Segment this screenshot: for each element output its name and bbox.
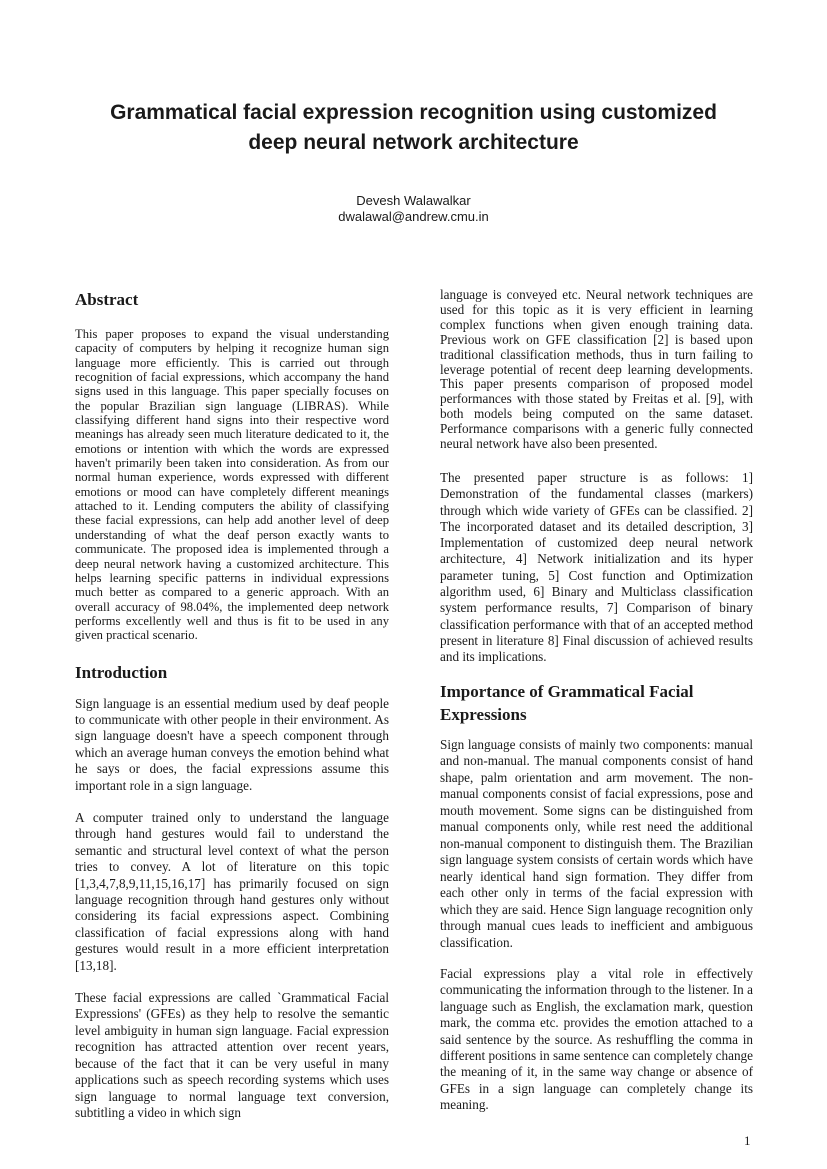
intro-paragraph-4: language is conveyed etc. Neural network techniques are used for this topic as it is very efficient in learning complex functions when given enough training data. Previous work on GFE classification [2] is based upon traditional classification methods, thus in turn failing to leverage potential of recent deep learning developments. This paper presents comparison of proposed model performances with those stated by Freitas et al. [9], with both models being computed on the same dataset. Performance comparisons with a generic fully connected neural network have also been presented. [440,287,753,452]
abstract-heading: Abstract [75,290,139,309]
importance-paragraph-1: Sign language consists of mainly two components: manual and non-manual. The manual components consist of hand shape, palm orientation and arm movement. The non-manual components consist of facial expressions, pose and mouth movement. Some signs can be distinguished from manual components only, while rest need the additional non-manual component to distinguish them. The Brazilian sign language system consists of certain words which have nearly identical hand sign formation. They differ from each other only in terms of the facial expression with which they are said. Hence Sign language recognition only through manual cues leads to inefficient and ambiguous classification. [440,736,753,950]
paper-title [0,98,827,158]
right-column [440,288,753,1114]
introduction-heading: Introduction [75,662,168,682]
importance-heading [440,680,753,726]
page-number: 1 [744,1133,751,1149]
title-line-1: Grammatical facial expression recognition using customized [110,101,717,124]
author-email: dwalawal@andrew.cmu.in [338,209,489,224]
title-line-2: deep neural network architecture [248,131,579,154]
abstract-text: This paper proposes to expand the visual understanding capacity of computers by helping it recognize human sign language more efficiently. This is carried out through recognition of facial expressions, which accompany the hand signs used in this language. This paper specially focuses on the popular Brazilian sign language (LIBRAS). While classifying different hand signs into their respective word meanings has already seen much literature dedicated to it, the emotions or intention with which the words are expressed haven't primarily been taken into consideration. As from our normal human experience, words expressed with different emotions or mood can have completely different meanings attached to it. Lending computers the ability of classifying these facial expressions, can help add another level of deep understanding of what the deaf person exactly wants to communicate. The proposed idea is implemented through a deep neural network having a customized architecture. This helps learning specific patterns in individual expressions much better as compared to a generic approach. With an overall accuracy of 98.04%, the implemented deep network performs excellently well and thus is fit to be used in any given practical scenario. [75,327,389,643]
importance-heading-line-1: Importance of Grammatical Facial [440,681,694,701]
intro-paragraph-3: These facial expressions are called `Grammatical Facial Expressions' (GFEs) as they help to resolve the semantic level ambiguity in human sign language. Facial expression recognition has attracted attention over recent years, because of the fact that it can be very useful in many applications such as speech recording systems which uses sign language to normal language text conversion, subtitling a video in which sign [75,990,389,1120]
importance-heading-line-2: Expressions [440,704,527,724]
left-column [75,288,389,1121]
author-name: Devesh Walawalkar [356,193,471,208]
intro-paragraph-5: The presented paper structure is as follows: 1] Demonstration of the fundamental classes (markers) through which wide variety of GFEs can be classified. 2] The incorporated dataset and its detailed description, 3] Implementation of customized deep neural network architecture, 4] Network initialization and its hyper parameter tuning, 5] Cost function and Optimization algorithm used, 6] Binary and Multiclass classification system performance results, 7] Comparison of binary classification performance with that of an accepted method present in literature 8] Final discussion of achieved results and its implications. [440,469,753,665]
importance-paragraph-2: Facial expressions play a vital role in effectively communicating the information through to the listener. In a language such as English, the exclamation mark, question mark, the comma etc. provides the emotion attached to a said sentence by the source. As reshuffling the comma in different positions in same sentence can completely change the meaning of it, in the same way change or absence of GFEs in a sign language can completely change its meaning. [440,966,753,1113]
intro-paragraph-1: Sign language is an essential medium used by deaf people to communicate with other people in their environment. As sign language doesn't have a speech component through which an average human conveys the emotion behind what he says or does, the facial expressions assume this important role in a sign language. [75,695,389,793]
intro-paragraph-2: A computer trained only to understand the language through hand gestures would fail to understand the semantic and structural level context of what the person tries to convey. A lot of literature on this topic [1,3,4,7,8,9,11,15,16,17] has primarily focused on sign language recognition through hand gestures only without considering its facial expressions aspect. Combining classification of facial expressions along with hand gestures would result in a more efficient interpretation [13,18]. [75,810,389,973]
